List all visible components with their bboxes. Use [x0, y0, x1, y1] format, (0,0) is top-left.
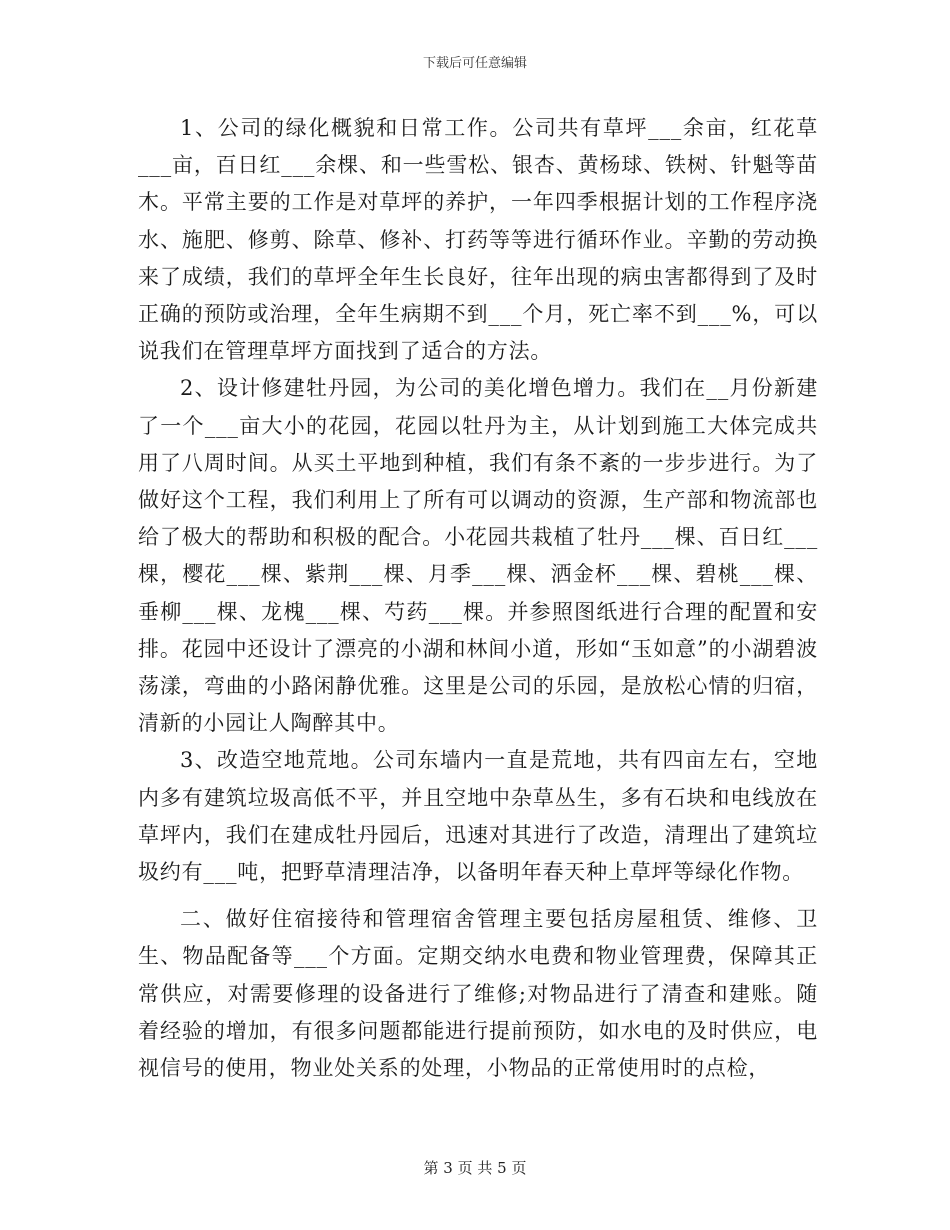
paragraph-wasteland: 3、改造空地荒地。公司东墙内一直是荒地，共有四亩左右，空地内多有建筑垃圾高低不平，并且空地中杂草丛生，多有石块和电线放在草坪内，我们在建成牡丹园后，迅速对其进行了改造，清理出了建筑垃圾约有___吨，把野草清理洁净，以备明年春天种上草坪等绿化作物。 — [138, 748, 818, 885]
page-number: 第 3 页 共 5 页 — [423, 1159, 527, 1177]
paragraph-greening-overview: 1、公司的绿化概貌和日常工作。公司共有草坪___余亩，红花草___亩，百日红___余棵、和一些雪松、银杏、黄杨球、铁树、针魁等苗木。平常主要的工作是对草坪的养护，一年四季根据计划的工作程序浇水、施肥、修剪、除草、修补、打药等等进行循环作业。辛勤的劳动换来了成绩，我们的草坪全年生长良好，往年出现的病虫害都得到了及时正确的预防或治理，全年生病期不到___个月，死亡率不到___%，可以说我们在管理草坪方面找到了适合的方法。 — [138, 116, 818, 364]
paragraph-peony-garden: 2、设计修建牡丹园，为公司的美化增色增力。我们在__月份新建了一个___亩大小的花园，花园以牡丹为主，从计划到施工大体完成共用了八周时间。从买土平地到种植，我们有条不紊的一步步进行。为了做好这个工程，我们利用上了所有可以调动的资源，生产部和物流部也给了极大的帮助和积极的配合。小花园共栽植了牡丹___棵、百日红___棵，樱花___棵、紫荆___棵、月季___棵、洒金杯___棵、碧桃___棵、垂柳___棵、龙槐___棵、芍药___棵。并参照图纸进行合理的配置和安排。花园中还设计了漂亮的小湖和林间小道，形如“玉如意”的小湖碧波荡漾，弯曲的小路闲静优雅。这里是公司的乐园，是放松心情的归宿，清新的小园让人陶醉其中。 — [138, 376, 818, 736]
page-header: 下载后可任意编辑 — [422, 56, 527, 71]
paragraph-dormitory: 二、做好住宿接待和管理宿舍管理主要包括房屋租赁、维修、卫生、物品配备等___个方面。定期交纳水电费和物业管理费，保障其正常供应，对需要修理的设备进行了维修;对物品进行了清查和建账。随着经验的增加，有很多问题都能进行提前预防，如水电的及时供应，电视信号的使用，物业处关系的处理，小物品的正常使用时的点检， — [138, 907, 818, 1081]
document-body — [138, 110, 818, 1087]
section-gap — [138, 891, 818, 901]
